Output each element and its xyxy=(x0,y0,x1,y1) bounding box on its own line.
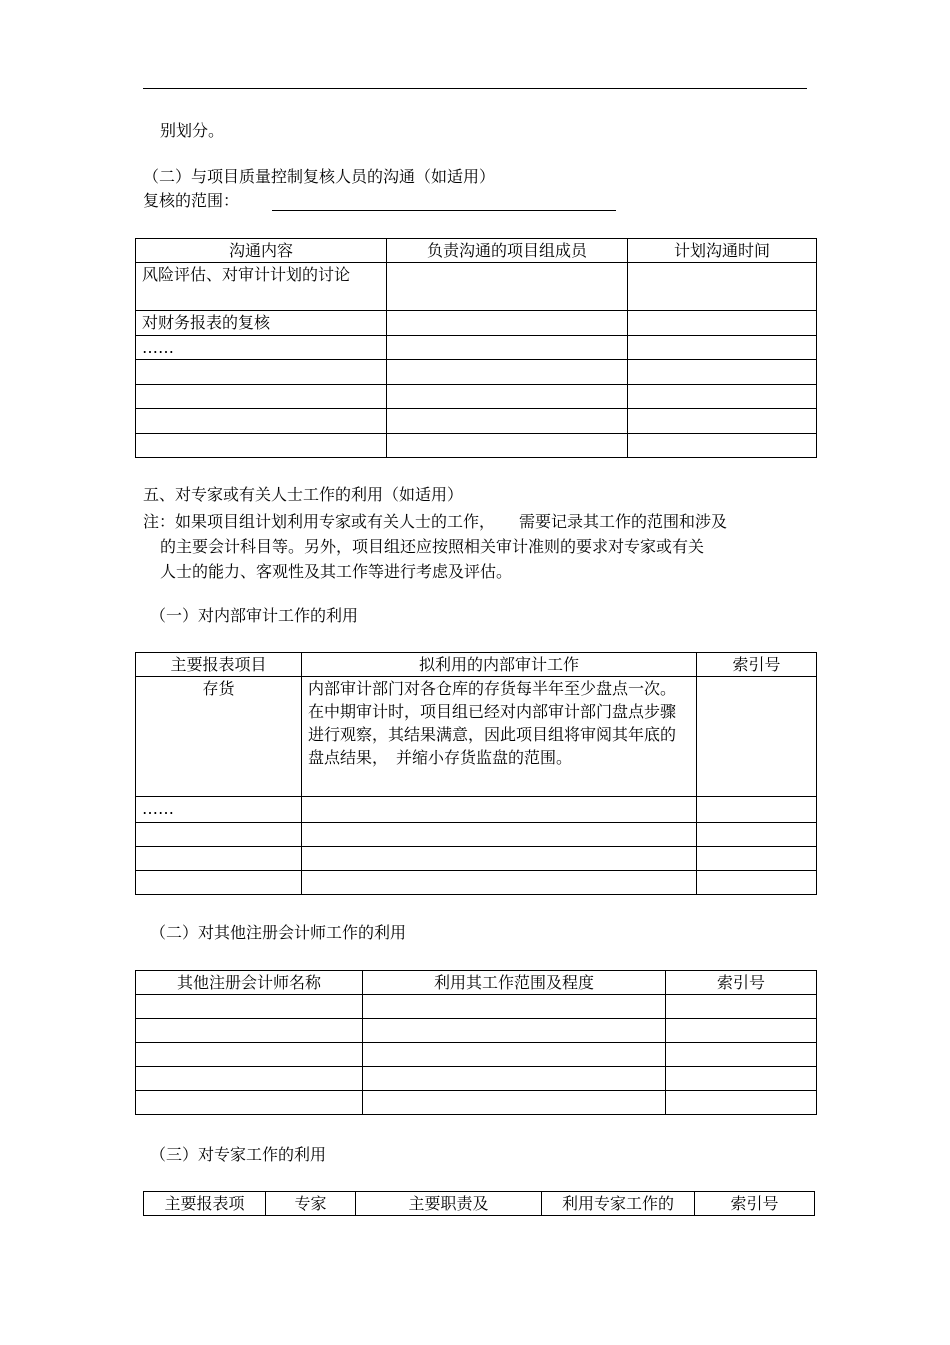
table-cell xyxy=(697,677,817,797)
table-row xyxy=(136,385,817,409)
scope-input-line[interactable] xyxy=(272,210,616,211)
note-line: 的主要会计科目等。另外，项目组还应按照相关审计准则的要求对专家或有关 xyxy=(160,537,705,556)
table-cell xyxy=(136,360,387,385)
table-cell: 存货 xyxy=(136,677,302,797)
table-cell: …… xyxy=(136,797,302,823)
table-cell xyxy=(363,1019,666,1043)
table-cell xyxy=(387,434,628,458)
table-row xyxy=(136,409,817,434)
column-header: 利用其工作范围及程度 xyxy=(363,971,666,995)
table-cell xyxy=(136,409,387,434)
table-cell xyxy=(387,385,628,409)
section-heading: （三）对专家工作的利用 xyxy=(150,1145,327,1164)
table-cell xyxy=(363,1091,666,1115)
table-cell xyxy=(363,1043,666,1067)
table-cell xyxy=(666,995,817,1019)
table-cell xyxy=(136,995,363,1019)
table-cell xyxy=(363,1067,666,1091)
table-cell xyxy=(666,1091,817,1115)
table-cell: 内部审计部门对各仓库的存货每半年至少盘点一次。在中期审计时，项目组已经对内部审计部门盘点步骤进行观察，其结果满意，因此项目组将审阅其年底的盘点结果， 并缩小存货监盘的范围。 xyxy=(302,677,697,797)
column-header: 拟利用的内部审计工作 xyxy=(302,653,697,677)
table-cell xyxy=(302,871,697,895)
table-row xyxy=(136,311,817,336)
table-cell xyxy=(136,385,387,409)
table-cell xyxy=(387,336,628,360)
section-heading: 五、对专家或有关人士工作的利用（如适用） xyxy=(143,485,464,504)
header-rule xyxy=(143,88,807,89)
table-cell xyxy=(628,263,817,311)
table-cell xyxy=(136,1019,363,1043)
table-row xyxy=(136,871,817,895)
table-row xyxy=(136,847,817,871)
table-row xyxy=(136,797,817,823)
table-cell xyxy=(363,995,666,1019)
table-cell xyxy=(387,409,628,434)
scope-label: 复核的范围： xyxy=(143,191,240,210)
table-row xyxy=(136,1091,817,1115)
table-cell xyxy=(136,871,302,895)
table-row xyxy=(136,823,817,847)
table-cell: 风险评估、对审计计划的讨论 xyxy=(136,263,387,311)
table-cell xyxy=(697,797,817,823)
column-header: 计划沟通时间 xyxy=(628,239,817,263)
table-cell xyxy=(628,360,817,385)
table-cell xyxy=(628,336,817,360)
table-cell xyxy=(387,263,628,311)
column-header: 主要报表项 xyxy=(144,1192,266,1216)
table-row xyxy=(136,1067,817,1091)
communication-table xyxy=(135,238,817,458)
note-line: 注：如果项目组计划利用专家或有关人士的工作， 需要记录其工作的范围和涉及 xyxy=(143,512,728,531)
table-row xyxy=(136,1043,817,1067)
section-heading: （一）对内部审计工作的利用 xyxy=(150,606,359,625)
table-row xyxy=(136,360,817,385)
column-header: 负责沟通的项目组成员 xyxy=(387,239,628,263)
table-cell xyxy=(302,797,697,823)
table-cell xyxy=(628,385,817,409)
expert-table xyxy=(143,1191,815,1216)
continuation-text: 别划分。 xyxy=(160,121,225,140)
table-cell: …… xyxy=(136,336,387,360)
column-header: 主要报表项目 xyxy=(136,653,302,677)
column-header: 沟通内容 xyxy=(136,239,387,263)
table-cell xyxy=(628,409,817,434)
section-heading: （二）与项目质量控制复核人员的沟通（如适用） xyxy=(143,167,496,186)
column-header: 专家 xyxy=(266,1192,356,1216)
table-row xyxy=(136,434,817,458)
table-cell xyxy=(628,434,817,458)
column-header: 索引号 xyxy=(695,1192,815,1216)
section-heading: （二）对其他注册会计师工作的利用 xyxy=(150,923,407,942)
table-cell xyxy=(697,847,817,871)
other-cpa-table xyxy=(135,970,817,1115)
table-cell xyxy=(136,823,302,847)
table-cell xyxy=(136,1043,363,1067)
table-cell xyxy=(136,1091,363,1115)
column-header: 其他注册会计师名称 xyxy=(136,971,363,995)
table-cell xyxy=(387,311,628,336)
table-row xyxy=(136,263,817,311)
table-cell xyxy=(136,847,302,871)
note-line: 人士的能力、客观性及其工作等进行考虑及评估。 xyxy=(160,562,513,581)
table-cell xyxy=(697,871,817,895)
table-row xyxy=(136,1019,817,1043)
table-cell xyxy=(302,823,697,847)
column-header: 索引号 xyxy=(666,971,817,995)
column-header: 主要职责及 xyxy=(356,1192,542,1216)
table-cell xyxy=(136,434,387,458)
table-row xyxy=(136,336,817,360)
table-cell xyxy=(136,1067,363,1091)
column-header: 利用专家工作的 xyxy=(542,1192,695,1216)
table-cell xyxy=(666,1019,817,1043)
table-cell xyxy=(628,311,817,336)
internal-audit-table xyxy=(135,652,817,895)
table-cell: 对财务报表的复核 xyxy=(136,311,387,336)
table-cell xyxy=(666,1043,817,1067)
table-row xyxy=(136,677,817,797)
table-cell xyxy=(302,847,697,871)
table-cell xyxy=(387,360,628,385)
table-cell xyxy=(666,1067,817,1091)
table-row xyxy=(136,995,817,1019)
column-header: 索引号 xyxy=(697,653,817,677)
table-cell xyxy=(697,823,817,847)
